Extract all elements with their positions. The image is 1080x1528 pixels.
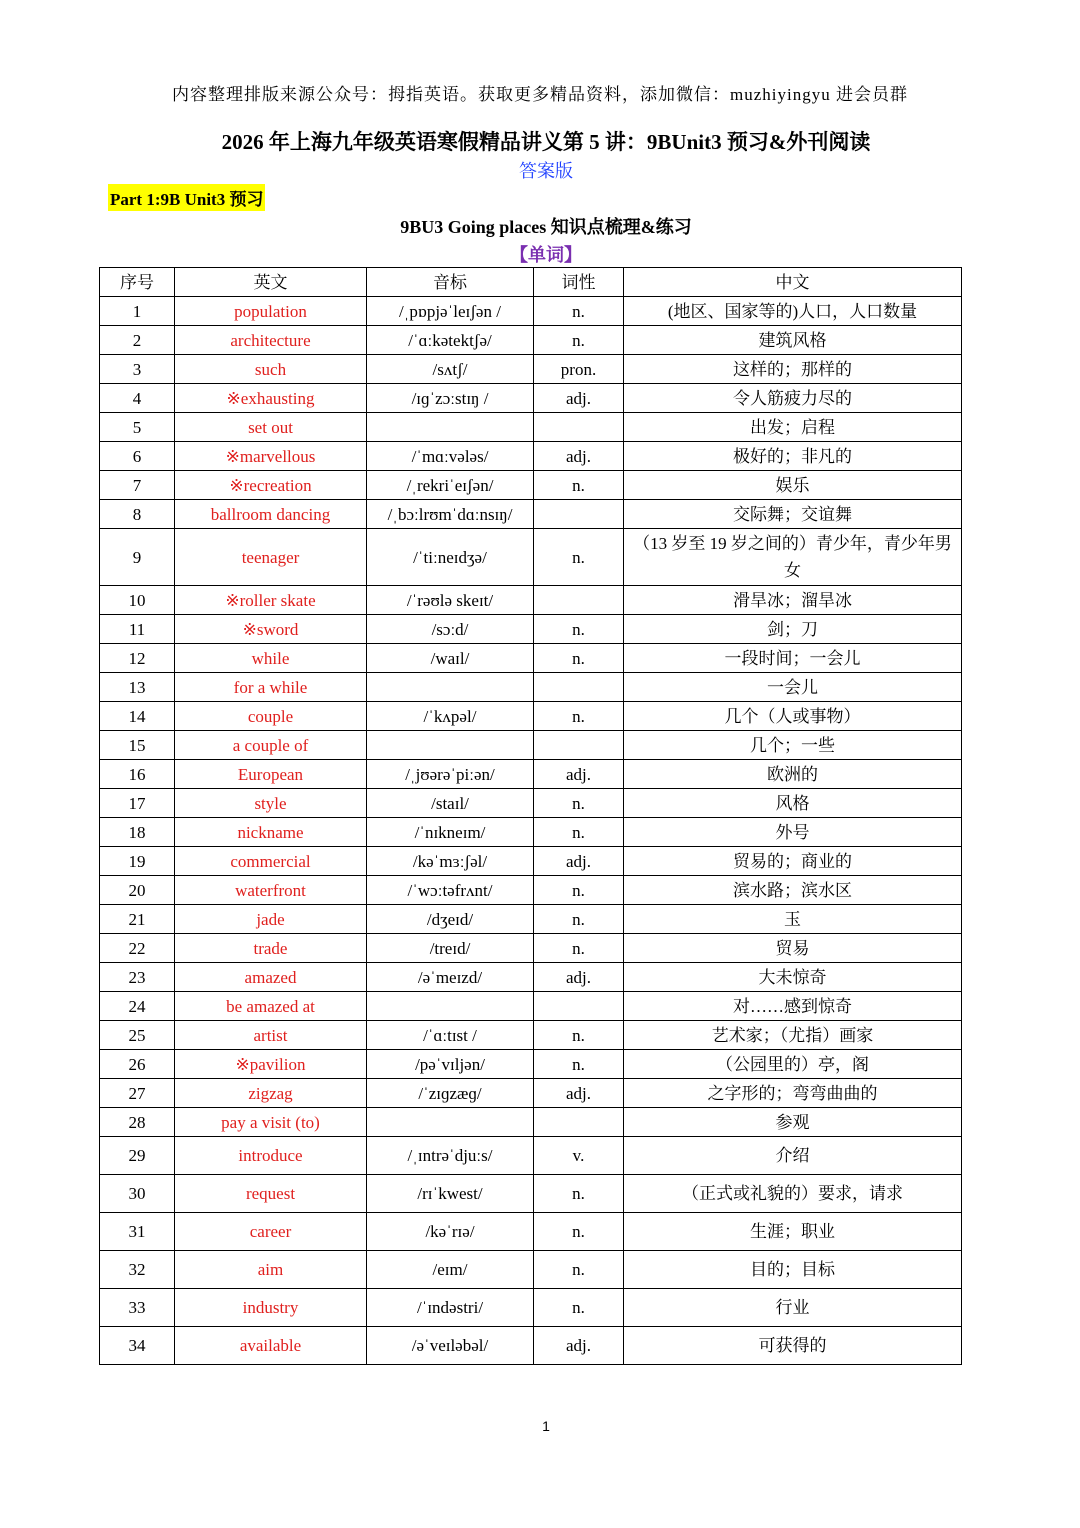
cell-english: career bbox=[175, 1213, 367, 1251]
cell-phonetic: /ˈɑːkətektʃə/ bbox=[367, 326, 534, 355]
cell-phonetic: /ˈrəʊlə skeɪt/ bbox=[367, 586, 534, 615]
cell-english: request bbox=[175, 1175, 367, 1213]
table-row bbox=[100, 355, 962, 384]
cell-no: 34 bbox=[100, 1327, 175, 1365]
cell-phonetic: /kəˈrɪə/ bbox=[367, 1213, 534, 1251]
cell-part-of-speech: n. bbox=[534, 818, 624, 847]
cell-no: 33 bbox=[100, 1289, 175, 1327]
cell-no: 26 bbox=[100, 1050, 175, 1079]
cell-phonetic: /dʒeɪd/ bbox=[367, 905, 534, 934]
cell-no: 11 bbox=[100, 615, 175, 644]
cell-english: commercial bbox=[175, 847, 367, 876]
cell-part-of-speech: v. bbox=[534, 1137, 624, 1175]
cell-english: style bbox=[175, 789, 367, 818]
cell-english: nickname bbox=[175, 818, 367, 847]
header-chinese: 中文 bbox=[624, 268, 962, 297]
cell-phonetic: /ˈmɑːvələs/ bbox=[367, 442, 534, 471]
cell-chinese: 交际舞；交谊舞 bbox=[624, 500, 962, 529]
cell-chinese: 对……感到惊奇 bbox=[624, 992, 962, 1021]
cell-chinese: 大未惊奇 bbox=[624, 963, 962, 992]
cell-chinese: 剑；刀 bbox=[624, 615, 962, 644]
table-row bbox=[100, 1213, 962, 1251]
cell-phonetic: /kəˈmɜːʃəl/ bbox=[367, 847, 534, 876]
table-row bbox=[100, 1137, 962, 1175]
cell-no: 7 bbox=[100, 471, 175, 500]
cell-phonetic: /ɪɡˈzɔːstɪŋ / bbox=[367, 384, 534, 413]
table-row bbox=[100, 297, 962, 326]
cell-no: 8 bbox=[100, 500, 175, 529]
cell-part-of-speech bbox=[534, 500, 624, 529]
table-header-row bbox=[100, 268, 962, 297]
cell-phonetic: /ˈwɔːtəfrʌnt/ bbox=[367, 876, 534, 905]
cell-phonetic bbox=[367, 731, 534, 760]
cell-chinese: 出发；启程 bbox=[624, 413, 962, 442]
cell-english: European bbox=[175, 760, 367, 789]
cell-english: pay a visit (to) bbox=[175, 1108, 367, 1137]
cell-no: 16 bbox=[100, 760, 175, 789]
cell-part-of-speech: n. bbox=[534, 1289, 624, 1327]
cell-part-of-speech: adj. bbox=[534, 1327, 624, 1365]
cell-chinese: 几个（人或事物） bbox=[624, 702, 962, 731]
cell-english: ※recreation bbox=[175, 471, 367, 500]
cell-part-of-speech: n. bbox=[534, 905, 624, 934]
cell-english: industry bbox=[175, 1289, 367, 1327]
cell-no: 5 bbox=[100, 413, 175, 442]
cell-english: waterfront bbox=[175, 876, 367, 905]
cell-chinese: 极好的；非凡的 bbox=[624, 442, 962, 471]
page-title: 2026 年上海九年级英语寒假精品讲义第 5 讲：9BUnit3 预习&外刊阅读 bbox=[221, 130, 871, 154]
table-row bbox=[100, 818, 962, 847]
cell-no: 29 bbox=[100, 1137, 175, 1175]
cell-chinese: 几个；一些 bbox=[624, 731, 962, 760]
table-row bbox=[100, 1289, 962, 1327]
table-row bbox=[100, 586, 962, 615]
cell-chinese: 目的；目标 bbox=[624, 1251, 962, 1289]
cell-english: artist bbox=[175, 1021, 367, 1050]
cell-phonetic: /ˌɪntrəˈdjuːs/ bbox=[367, 1137, 534, 1175]
cell-chinese: 参观 bbox=[624, 1108, 962, 1137]
cell-english: be amazed at bbox=[175, 992, 367, 1021]
cell-part-of-speech bbox=[534, 1108, 624, 1137]
cell-part-of-speech: adj. bbox=[534, 384, 624, 413]
cell-chinese: 一段时间；一会儿 bbox=[624, 644, 962, 673]
cell-part-of-speech: adj. bbox=[534, 760, 624, 789]
cell-no: 6 bbox=[100, 442, 175, 471]
cell-part-of-speech: n. bbox=[534, 529, 624, 586]
cell-english: zigzag bbox=[175, 1079, 367, 1108]
cell-part-of-speech: n. bbox=[534, 644, 624, 673]
cell-part-of-speech bbox=[534, 586, 624, 615]
cell-english: population bbox=[175, 297, 367, 326]
cell-phonetic: /pəˈvɪljən/ bbox=[367, 1050, 534, 1079]
header-part-of-speech: 词性 bbox=[534, 268, 624, 297]
cell-phonetic: /waɪl/ bbox=[367, 644, 534, 673]
cell-part-of-speech: adj. bbox=[534, 963, 624, 992]
table-row bbox=[100, 992, 962, 1021]
table-row bbox=[100, 471, 962, 500]
table-row bbox=[100, 1175, 962, 1213]
table-row bbox=[100, 789, 962, 818]
table-row bbox=[100, 934, 962, 963]
cell-phonetic: /ˌpɒpjəˈleɪʃən / bbox=[367, 297, 534, 326]
cell-english: for a while bbox=[175, 673, 367, 702]
cell-phonetic: /ˈkʌpəl/ bbox=[367, 702, 534, 731]
cell-chinese: （正式或礼貌的）要求，请求 bbox=[624, 1175, 962, 1213]
cell-english: ballroom dancing bbox=[175, 500, 367, 529]
cell-part-of-speech: n. bbox=[534, 1175, 624, 1213]
cell-no: 18 bbox=[100, 818, 175, 847]
cell-no: 17 bbox=[100, 789, 175, 818]
cell-english: a couple of bbox=[175, 731, 367, 760]
cell-no: 20 bbox=[100, 876, 175, 905]
cell-chinese: 外号 bbox=[624, 818, 962, 847]
vocab-tag: 【单词】 bbox=[510, 245, 582, 265]
table-row bbox=[100, 1050, 962, 1079]
cell-chinese: 娱乐 bbox=[624, 471, 962, 500]
cell-phonetic: /ˈtiːneɪdʒə/ bbox=[367, 529, 534, 586]
cell-chinese: 介绍 bbox=[624, 1137, 962, 1175]
cell-no: 31 bbox=[100, 1213, 175, 1251]
cell-phonetic: /sʌtʃ/ bbox=[367, 355, 534, 384]
cell-phonetic: /sɔːd/ bbox=[367, 615, 534, 644]
header-note: 内容整理排版来源公众号：拇指英语。获取更多精品资料，添加微信：muzhiyingyu 进会员群 bbox=[172, 85, 908, 104]
cell-phonetic: /ˌrekriˈeɪʃən/ bbox=[367, 471, 534, 500]
cell-english: ※pavilion bbox=[175, 1050, 367, 1079]
cell-phonetic bbox=[367, 413, 534, 442]
cell-no: 28 bbox=[100, 1108, 175, 1137]
header-phonetic: 音标 bbox=[367, 268, 534, 297]
table-row bbox=[100, 615, 962, 644]
cell-no: 12 bbox=[100, 644, 175, 673]
cell-phonetic: /ˈzɪɡzæɡ/ bbox=[367, 1079, 534, 1108]
cell-chinese: 贸易的；商业的 bbox=[624, 847, 962, 876]
cell-phonetic: /ˌjʊərəˈpiːən/ bbox=[367, 760, 534, 789]
cell-english: couple bbox=[175, 702, 367, 731]
cell-chinese: (地区、国家等的)人口，人口数量 bbox=[624, 297, 962, 326]
cell-no: 13 bbox=[100, 673, 175, 702]
cell-part-of-speech: adj. bbox=[534, 847, 624, 876]
cell-part-of-speech: pron. bbox=[534, 355, 624, 384]
cell-phonetic: /ˈɑːtɪst / bbox=[367, 1021, 534, 1050]
cell-chinese: 之字形的；弯弯曲曲的 bbox=[624, 1079, 962, 1108]
cell-english: such bbox=[175, 355, 367, 384]
cell-english: available bbox=[175, 1327, 367, 1365]
part-label: Part 1:9B Unit3 预习 bbox=[108, 184, 265, 211]
cell-chinese: 建筑风格 bbox=[624, 326, 962, 355]
cell-phonetic: /əˈveɪləbəl/ bbox=[367, 1327, 534, 1365]
cell-no: 2 bbox=[100, 326, 175, 355]
cell-phonetic: /ˈnɪkneɪm/ bbox=[367, 818, 534, 847]
cell-chinese: 玉 bbox=[624, 905, 962, 934]
cell-phonetic bbox=[367, 992, 534, 1021]
cell-no: 27 bbox=[100, 1079, 175, 1108]
cell-chinese: 贸易 bbox=[624, 934, 962, 963]
cell-part-of-speech: n. bbox=[534, 1213, 624, 1251]
cell-part-of-speech: n. bbox=[534, 1251, 624, 1289]
cell-english: set out bbox=[175, 413, 367, 442]
page-number: 1 bbox=[542, 1418, 550, 1434]
section-title: 9BU3 Going places 知识点梳理&练习 bbox=[400, 217, 692, 237]
cell-part-of-speech: n. bbox=[534, 326, 624, 355]
table-row bbox=[100, 1251, 962, 1289]
table-row bbox=[100, 529, 962, 586]
table-row bbox=[100, 673, 962, 702]
cell-chinese: 滑旱冰；溜旱冰 bbox=[624, 586, 962, 615]
header-no: 序号 bbox=[100, 268, 175, 297]
cell-no: 23 bbox=[100, 963, 175, 992]
cell-phonetic bbox=[367, 1108, 534, 1137]
cell-english: amazed bbox=[175, 963, 367, 992]
cell-no: 21 bbox=[100, 905, 175, 934]
cell-chinese: 可获得的 bbox=[624, 1327, 962, 1365]
table-row bbox=[100, 731, 962, 760]
table-row bbox=[100, 1021, 962, 1050]
cell-english: ※marvellous bbox=[175, 442, 367, 471]
table-row bbox=[100, 876, 962, 905]
table-row bbox=[100, 702, 962, 731]
cell-chinese: 行业 bbox=[624, 1289, 962, 1327]
cell-chinese: 欧洲的 bbox=[624, 760, 962, 789]
cell-phonetic: /ˈɪndəstri/ bbox=[367, 1289, 534, 1327]
cell-english: aim bbox=[175, 1251, 367, 1289]
cell-phonetic: /rɪˈkwest/ bbox=[367, 1175, 534, 1213]
table-row bbox=[100, 326, 962, 355]
cell-part-of-speech: adj. bbox=[534, 1079, 624, 1108]
cell-english: teenager bbox=[175, 529, 367, 586]
cell-part-of-speech bbox=[534, 673, 624, 702]
cell-no: 4 bbox=[100, 384, 175, 413]
table-row bbox=[100, 413, 962, 442]
cell-chinese: 生涯；职业 bbox=[624, 1213, 962, 1251]
cell-no: 32 bbox=[100, 1251, 175, 1289]
cell-chinese: 这样的；那样的 bbox=[624, 355, 962, 384]
cell-english: ※exhausting bbox=[175, 384, 367, 413]
cell-english: jade bbox=[175, 905, 367, 934]
cell-english: while bbox=[175, 644, 367, 673]
cell-part-of-speech: adj. bbox=[534, 442, 624, 471]
cell-no: 15 bbox=[100, 731, 175, 760]
cell-no: 14 bbox=[100, 702, 175, 731]
table-row bbox=[100, 963, 962, 992]
cell-chinese: 风格 bbox=[624, 789, 962, 818]
cell-no: 1 bbox=[100, 297, 175, 326]
cell-no: 25 bbox=[100, 1021, 175, 1050]
cell-no: 3 bbox=[100, 355, 175, 384]
cell-no: 30 bbox=[100, 1175, 175, 1213]
cell-chinese: （13 岁至 19 岁之间的）青少年，青少年男女 bbox=[624, 529, 962, 586]
cell-no: 9 bbox=[100, 529, 175, 586]
cell-english: architecture bbox=[175, 326, 367, 355]
table-row bbox=[100, 500, 962, 529]
cell-chinese: 滨水路；滨水区 bbox=[624, 876, 962, 905]
cell-part-of-speech: n. bbox=[534, 789, 624, 818]
cell-part-of-speech bbox=[534, 992, 624, 1021]
table-row bbox=[100, 905, 962, 934]
vocabulary-table bbox=[99, 267, 962, 1365]
table-row bbox=[100, 644, 962, 673]
cell-phonetic: /treɪd/ bbox=[367, 934, 534, 963]
cell-chinese: 令人筋疲力尽的 bbox=[624, 384, 962, 413]
cell-no: 24 bbox=[100, 992, 175, 1021]
cell-phonetic: /əˈmeɪzd/ bbox=[367, 963, 534, 992]
cell-part-of-speech: n. bbox=[534, 934, 624, 963]
header-english: 英文 bbox=[175, 268, 367, 297]
cell-part-of-speech: n. bbox=[534, 1050, 624, 1079]
cell-chinese: （公园里的）亭，阁 bbox=[624, 1050, 962, 1079]
cell-part-of-speech: n. bbox=[534, 471, 624, 500]
answer-version-label: 答案版 bbox=[519, 161, 573, 181]
cell-phonetic: /eɪm/ bbox=[367, 1251, 534, 1289]
cell-no: 22 bbox=[100, 934, 175, 963]
table-row bbox=[100, 442, 962, 471]
cell-no: 10 bbox=[100, 586, 175, 615]
table-row bbox=[100, 1108, 962, 1137]
table-row bbox=[100, 760, 962, 789]
cell-english: introduce bbox=[175, 1137, 367, 1175]
table-row bbox=[100, 1079, 962, 1108]
cell-part-of-speech: n. bbox=[534, 1021, 624, 1050]
cell-part-of-speech: n. bbox=[534, 615, 624, 644]
cell-part-of-speech: n. bbox=[534, 297, 624, 326]
table-row bbox=[100, 1327, 962, 1365]
cell-part-of-speech: n. bbox=[534, 702, 624, 731]
cell-part-of-speech bbox=[534, 413, 624, 442]
table-row bbox=[100, 384, 962, 413]
cell-part-of-speech: n. bbox=[534, 876, 624, 905]
cell-phonetic: /staɪl/ bbox=[367, 789, 534, 818]
cell-chinese: 一会儿 bbox=[624, 673, 962, 702]
cell-phonetic bbox=[367, 673, 534, 702]
cell-chinese: 艺术家；（尤指）画家 bbox=[624, 1021, 962, 1050]
cell-english: ※roller skate bbox=[175, 586, 367, 615]
cell-no: 19 bbox=[100, 847, 175, 876]
cell-english: ※sword bbox=[175, 615, 367, 644]
table-row bbox=[100, 847, 962, 876]
cell-english: trade bbox=[175, 934, 367, 963]
cell-part-of-speech bbox=[534, 731, 624, 760]
cell-phonetic: /ˌbɔːlrʊmˈdɑːnsɪŋ/ bbox=[367, 500, 534, 529]
